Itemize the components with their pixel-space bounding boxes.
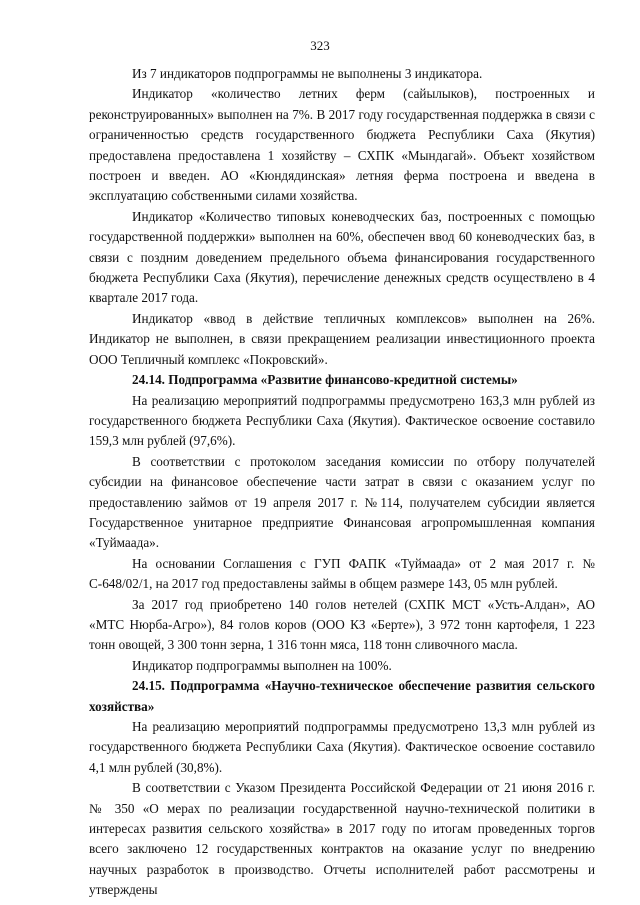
page-number: 323 bbox=[310, 38, 330, 53]
paragraph-greenhouses: Индикатор «ввод в действие тепличных комплексов» выполнен на 26%. Индикатор не выполнен, в связи прекращением реализации инвестиционного проекта ООО Тепличный комплекс «Покровский». bbox=[89, 310, 595, 367]
section-heading-24-15: 24.15. Подпрограмма «Научно-техническое обеспечение развития сельского хозяйства» bbox=[89, 678, 595, 714]
paragraph-agreement-loans: На основании Соглашения с ГУП ФАПК «Туймаада» от 2 мая 2017 г. № С-648/02/1, на 2017 год предоставлены займы в общем размере 143, 05 млн рублей. bbox=[89, 555, 595, 592]
paragraph-subsidy-recipient: В соответствии с протоколом заседания комиссии по отбору получателей субсидии на финансовое обеспечение части затрат в связи с оказанием услуг по предоставлению займов от 19 апреля 2017 г. №114, получателем субсидии является Государственное унитарное предприятие Финансовая агропромышленная компания «Туймаада». bbox=[89, 453, 595, 551]
paragraph-indicator-complete: Индикатор подпрограммы выполнен на 100%. bbox=[132, 657, 392, 673]
paragraph-summer-farms: Индикатор «количество летних ферм (сайылыков), построенных и реконструированных» выполнен на 7%. В 2017 году государственная поддержка в связи с ограниченностью средств государственного бюджета Республики Саха (Якутия) предоставлена предоставлена 1 хозяйству – СХПК «Мындагай». Объект хозяйством построен и введен. АО «Кюндядинская» летняя ферма построена и введена в эксплуатацию собственными силами хозяйства. bbox=[89, 86, 595, 204]
paragraph-horse-bases: Индикатор «Количество типовых коневодческих баз, построенных с помощью государственной поддержки» выполнен на 60%, обеспечен ввод 60 коневодческих баз, в связи с поздним доведением предельного объема финансирования государственного бюджета Республики Саха (Якутия), перечисление денежных средств осуществлено в 4 квартале 2017 года. bbox=[89, 208, 595, 306]
paragraph-finance-funding: На реализацию мероприятий подпрограммы предусмотрено 163,3 млн рублей из государственного бюджета Республики Саха (Якутия). Фактическое освоение составило 159,3 млн рублей (97,6%). bbox=[89, 392, 595, 449]
document-body bbox=[89, 64, 595, 901]
section-heading-24-14: 24.14. Подпрограмма «Развитие финансово-кредитной системы» bbox=[132, 372, 518, 388]
paragraph-presidential-decree: В соответствии с Указом Президента Российской Федерации от 21 июня 2016 г. № 350 «О мерах по реализации государственной научно-технической политики в интересах развития сельского хозяйства» в 2017 году по итогам проведенных торгов всего заключено 12 государственных контрактов на оказание услуг по внедрению научных разработок в производство. Отчеты исполнителей работ рассмотрены и утверждены bbox=[89, 780, 595, 898]
paragraph-science-funding: На реализацию мероприятий подпрограммы предусмотрено 13,3 млн рублей из государственного бюджета Республики Саха (Якутия). Фактическое освоение составило 4,1 млн рублей (30,8%). bbox=[89, 719, 595, 775]
paragraph-indicators-summary: Из 7 индикаторов подпрограммы не выполнены 3 индикатора. bbox=[132, 66, 483, 81]
paragraph-purchases: За 2017 год приобретено 140 голов нетелей (СХПК МСТ «Усть-Алдан», АО «МТС Нюрба-Агро»), 84 голов коров (ООО КЗ «Берте»), 3 972 тонн картофеля, 1 223 тонн овощей, 3 300 тонн зерна, 1 316 тонн мяса, 118 тонн сливочного масла. bbox=[89, 596, 595, 653]
